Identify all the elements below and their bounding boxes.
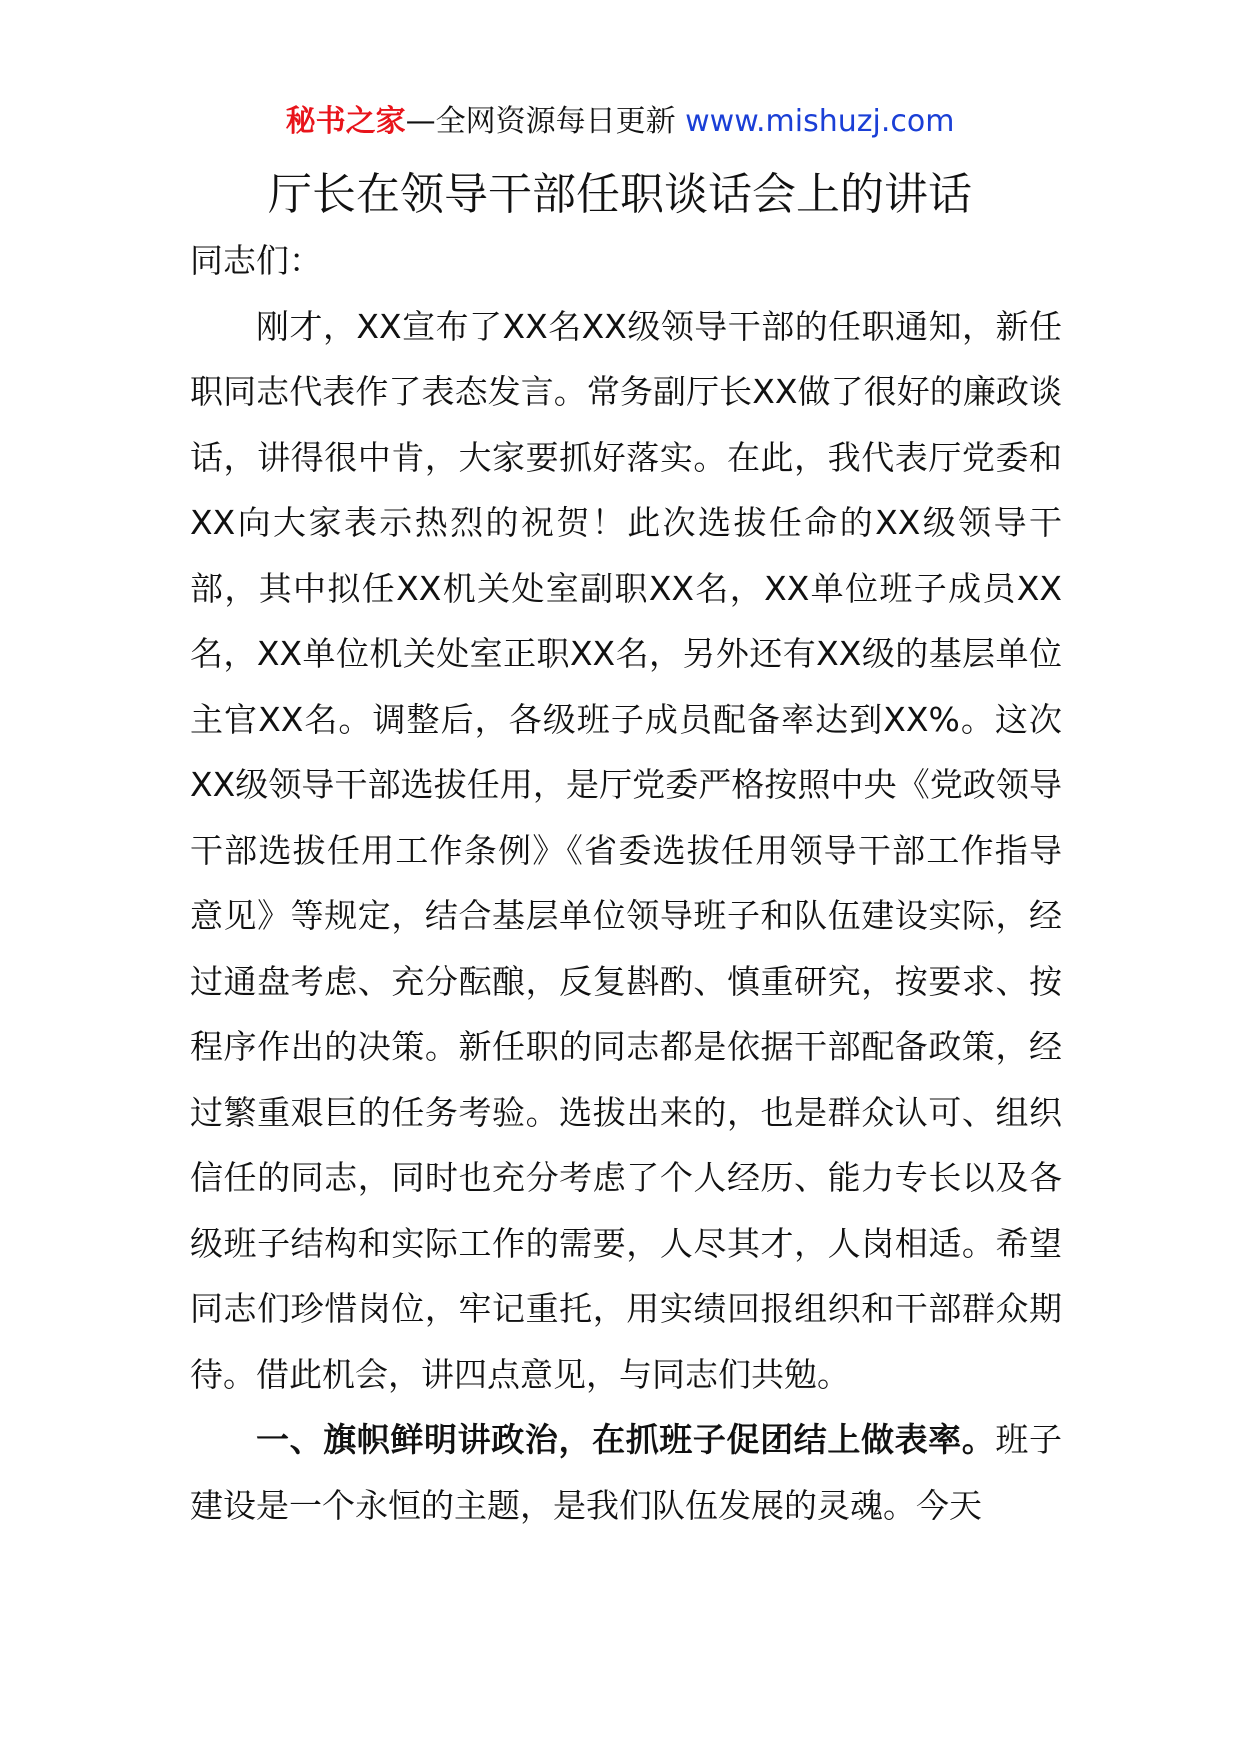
document-title: 厅长在领导干部任职谈话会上的讲话 <box>268 169 972 220</box>
site-banner <box>0 100 1240 144</box>
section-one <box>190 1407 1062 1538</box>
brand-name: 秘书之家 <box>285 104 406 139</box>
section-one-heading: 一、旗帜鲜明讲政治，在抓班子促团结上做表率。 <box>256 1420 996 1459</box>
section-one-text: 班子建设是一个永恒的主题，是我们队伍发展的灵魂。今天 <box>190 1420 1063 1525</box>
salutation: 同志们： <box>190 241 322 280</box>
site-url-link[interactable]: www.mishuzj.com <box>685 104 955 139</box>
paragraph-intro: 刚才，XX宣布了XX名XX级领导干部的任职通知，新任职同志代表作了表态发言。常务副厅长XX做了很好的廉政谈话，讲得很中肯，大家要抓好落实。在此，我代表厅党委和XX向大家表示热烈的祝贺！此次选拔任命的XX级领导干部，其中拟任XX机关处室副职XX名，XX单位班子成员XX名，XX单位机关处室正职XX名，另外还有XX级的基层单位主官XX名。调整后，各级班子成员配备率达到XX%。这次XX级领导干部选拔任用，是厅党委严格按照中央《党政领导干部选拔任用工作条例》《省委选拔任用领导干部工作指导意见》等规定，结合基层单位领导班子和队伍建设实际，经过通盘考虑、充分酝酿，反复斟酌、慎重研究，按要求、按程序作出的决策。新任职的同志都是依据干部配备政策，经过繁重艰巨的任务考验。选拔出来的，也是群众认可、组织信任的同志，同时也充分考虑了个人经历、能力专长以及各级班子结构和实际工作的需要，人尽其才，人岗相适。希望同志们珍惜岗位，牢记重托，用实绩回报组织和干部群众期待。借此机会，讲四点意见，与同志们共勉。 <box>190 306 1062 1394</box>
brand-tagline: —全网资源每日更新 <box>405 104 686 139</box>
document-body <box>190 228 1062 1538</box>
